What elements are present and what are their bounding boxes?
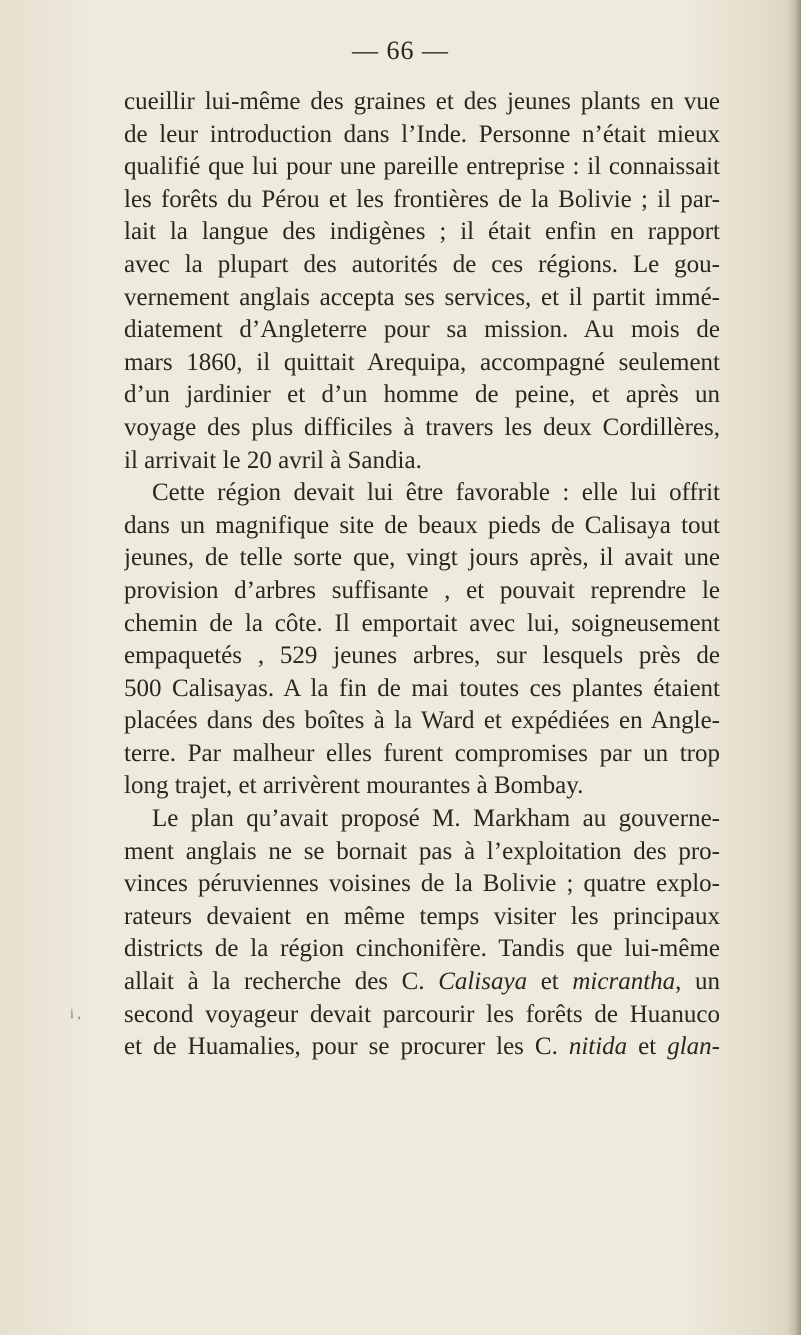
text-line: les forêts du Pérou et les frontières de la Bolivie ; il par- xyxy=(124,185,720,213)
text-line: mars 1860, il quittait Arequipa, accompagné seulement xyxy=(124,348,720,376)
text-line: 500 Calisayas. A la fin de mai toutes ces plantes étaient xyxy=(124,674,720,702)
body-text xyxy=(124,86,720,1064)
text-line: Cette région devait lui être favorable : elle lui offrit xyxy=(152,479,720,507)
text-line: districts de la région cinchonifère. Tandis que lui-même xyxy=(124,935,720,963)
text-line: terre. Par malheur elles furent compromises par un trop xyxy=(124,739,720,767)
text-line: avec la plupart des autorités de ces régions. Le gou- xyxy=(124,250,720,278)
text-line: ment anglais ne se bornait pas à l’exploitation des pro- xyxy=(124,837,720,865)
text-line: vernement anglais accepta ses services, et il partit immé- xyxy=(124,283,720,311)
text-line: d’un jardinier et d’un homme de peine, et après un xyxy=(124,381,720,409)
text-line: empaquetés , 529 jeunes arbres, sur lesquels près de xyxy=(124,642,720,670)
text-line: placées dans des boîtes à la Ward et expédiées en Angle- xyxy=(124,707,720,735)
text-line: dans un magnifique site de beaux pieds de Calisaya tout xyxy=(124,511,720,539)
text-line: jeunes, de telle sorte que, vingt jours après, il avait une xyxy=(124,544,720,572)
text-line: provision d’arbres suffisante , et pouvait reprendre le xyxy=(124,576,720,604)
margin-mark: i , xyxy=(70,1007,81,1022)
page-number: — 66 — xyxy=(352,36,449,65)
text-line: de leur introduction dans l’Inde. Personne n’était mieux xyxy=(124,120,720,148)
text-line: second voyageur devait parcourir les forêts de Huanuco xyxy=(124,1000,720,1028)
text-line: et de Huamalies, pour se procurer les C. nitida et glan- xyxy=(124,1033,720,1061)
text-line: vinces péruviennes voisines de la Bolivie ; quatre explo- xyxy=(124,870,720,898)
text-line: long trajet, et arrivèrent mourantes à Bombay. xyxy=(124,772,584,800)
text-line: chemin de la côte. Il emportait avec lui, soigneusement xyxy=(124,609,720,637)
text-line: il arrivait le 20 avril à Sandia. xyxy=(124,446,422,474)
text-line: rateurs devaient en même temps visiter les principaux xyxy=(124,902,720,930)
text-line: qualifié que lui pour une pareille entreprise : il connaissait xyxy=(124,153,720,181)
text-line: cueillir lui-même des graines et des jeunes plants en vue xyxy=(124,88,720,115)
text-line: lait la langue des indigènes ; il était enfin en rapport xyxy=(124,218,720,246)
text-line: allait à la recherche des C. Calisaya et micrantha, un xyxy=(124,968,720,996)
text-line: diatement d’Angleterre pour sa mission. Au mois de xyxy=(124,316,720,344)
text-line: Le plan qu’avait proposé M. Markham au gouverne- xyxy=(152,805,720,833)
text-line: voyage des plus difficiles à travers les deux Cordillères, xyxy=(124,413,720,441)
page-edge-shadow xyxy=(787,0,801,1335)
